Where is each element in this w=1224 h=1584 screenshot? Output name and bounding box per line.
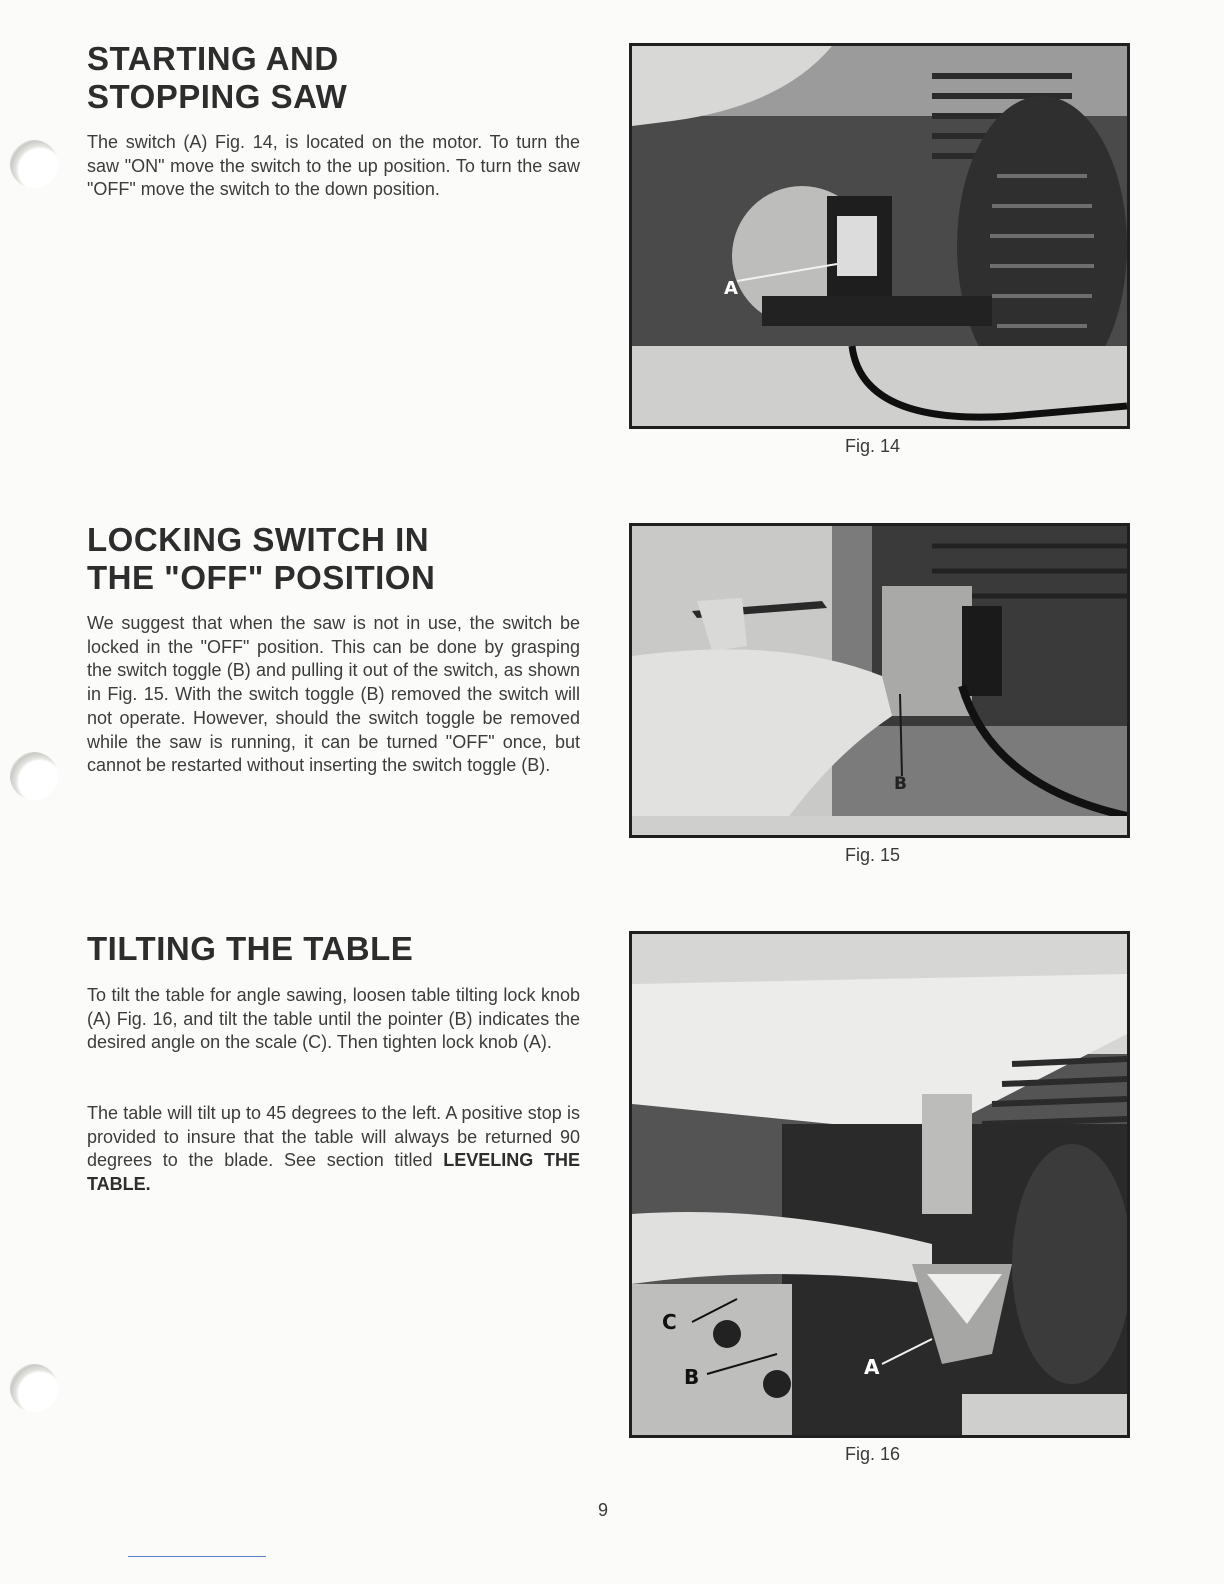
- binder-hole: [10, 752, 58, 800]
- figure-16-photo: [629, 931, 1130, 1438]
- paragraph-starting-stopping: The switch (A) Fig. 14, is located on the motor. To turn the saw "ON" move the switch to the up position. To turn the saw "OFF" move the switch to the down position.: [87, 132, 580, 200]
- figure-15-caption: Fig. 15: [845, 845, 901, 865]
- figure-16-label-c: C: [662, 1310, 677, 1334]
- figure-16-caption: Fig. 16: [845, 1444, 901, 1464]
- figure-14-label-a: A: [724, 278, 738, 299]
- figure-16-label-b: B: [684, 1365, 700, 1389]
- binder-hole: [10, 1364, 58, 1412]
- figure-14-caption: Fig. 14: [845, 436, 901, 456]
- binder-hole: [10, 140, 58, 188]
- paragraph-tilting-table-1: To tilt the table for angle sawing, loosen table tilting lock knob (A) Fig. 16, and tilt the table until the pointer (B) indicates the desired angle on the scale (C). Then tighten lock knob (A).: [87, 985, 580, 1053]
- figure-15-label-b: B: [894, 774, 907, 794]
- section-heading-tilting-table: TILTING THE TABLE: [87, 930, 414, 967]
- bottom-rule: [128, 1556, 266, 1557]
- figure-15-photo: [629, 523, 1130, 838]
- section-heading-locking-switch: LOCKING SWITCH IN THE "OFF" POSITION: [87, 521, 436, 596]
- page-number: 9: [598, 1500, 609, 1520]
- paragraph-locking-switch: We suggest that when the saw is not in use, the switch be locked in the "OFF" position. This can be done by grasping the switch toggle (B) and pulling it out of the switch, as shown in Fig. 15. With the switch toggle (B) removed the switch will not operate. However, should the switch toggle be removed while the saw is running, it can be turned "OFF" once, but cannot be restarted without inserting the switch toggle (B).: [87, 613, 580, 776]
- section-heading-starting-stopping: STARTING AND STOPPING SAW: [87, 40, 348, 115]
- leveling-table-reference: LEVELING THE TABLE.: [87, 1150, 580, 1195]
- paragraph-tilting-table-2: The table will tilt up to 45 degrees to the left. A positive stop is provided to insure that the table will always be returned 90 degrees to the blade. See section titled LEVELING THE TABLE.: [87, 1103, 580, 1195]
- figure-14-photo: [629, 43, 1130, 429]
- figure-16-label-a: A: [864, 1355, 880, 1379]
